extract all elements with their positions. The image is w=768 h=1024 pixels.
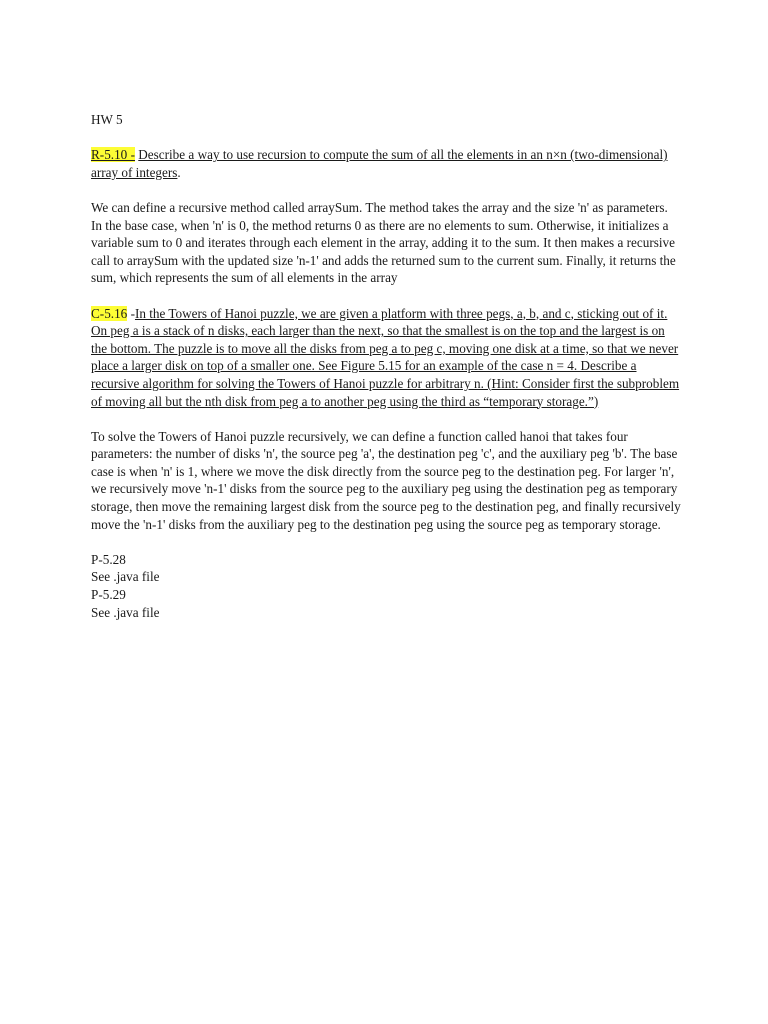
problem-ref-p-5-28: P-5.28 bbox=[91, 551, 126, 567]
file-note-p-5-29: See .java file bbox=[91, 604, 160, 620]
answer-c-5-16: To solve the Towers of Hanoi puzzle recursively, we can define a function called hanoi that takes four parameters: the number of disks 'n', the source peg 'a', the destination peg 'c', and the auxiliary peg 'b'. The base case is when 'n' is 1, where we move the disk directly from the source peg to the destination peg. For larger 'n', we recursively move 'n-1' disks from the source peg to the auxiliary peg using the destination peg as temporary storage, then move the remaining largest disk from the source peg to the destination peg, and finally recursively move the 'n-1' disks from the auxiliary peg to the destination peg using the source peg as temporary storage. bbox=[91, 428, 681, 532]
question-dash: - bbox=[127, 305, 135, 321]
question-label: C-5.16 bbox=[91, 305, 128, 321]
question-c-5-16 bbox=[91, 305, 681, 411]
question-prompt: In the Towers of Hanoi puzzle, we are given a platform with three pegs, a, b, and c, sticking out of it. On peg a is a stack of n disks, each larger than the next, so that the smallest is on the top and the largest is on the bottom. The puzzle is to move all the disks from peg a to peg c, moving one disk at a time, so that we never place a larger disk on top of a smaller one. See Figure 5.15 for an example of the case n = 4. Describe a recursive algorithm for solving the Towers of Hanoi puzzle for arbitrary n. (Hint: Consider first the subproblem of moving all but the nth disk from peg a to another peg using the third as “temporary storage.”) bbox=[91, 305, 680, 409]
file-note-p-5-28: See .java file bbox=[91, 569, 160, 585]
question-prompt: Describe a way to use recursion to compute the sum of all the elements in an n×n (two-dimensional) array of integers bbox=[91, 147, 668, 180]
document-title: HW 5 bbox=[91, 112, 123, 127]
question-r-5-10 bbox=[91, 146, 681, 181]
question-label: R-5.10 - bbox=[91, 147, 135, 163]
problem-ref-p-5-29: P-5.29 bbox=[91, 587, 126, 603]
answer-r-5-10: We can define a recursive method called arraySum. The method takes the array and the size 'n' as parameters. In the base case, when 'n' is 0, the method returns 0 as there are no elements to sum. Otherwise, it initializes a variable sum to 0 and iterates through each element in the array, adding it to the sum. It then makes a recursive call to arraySum with the updated size 'n-1' and adds the returned sum to the current sum. Finally, it returns the sum, which represents the sum of all elements in the array bbox=[91, 199, 676, 286]
question-prompt-end: . bbox=[177, 164, 181, 180]
document-page bbox=[91, 111, 681, 621]
